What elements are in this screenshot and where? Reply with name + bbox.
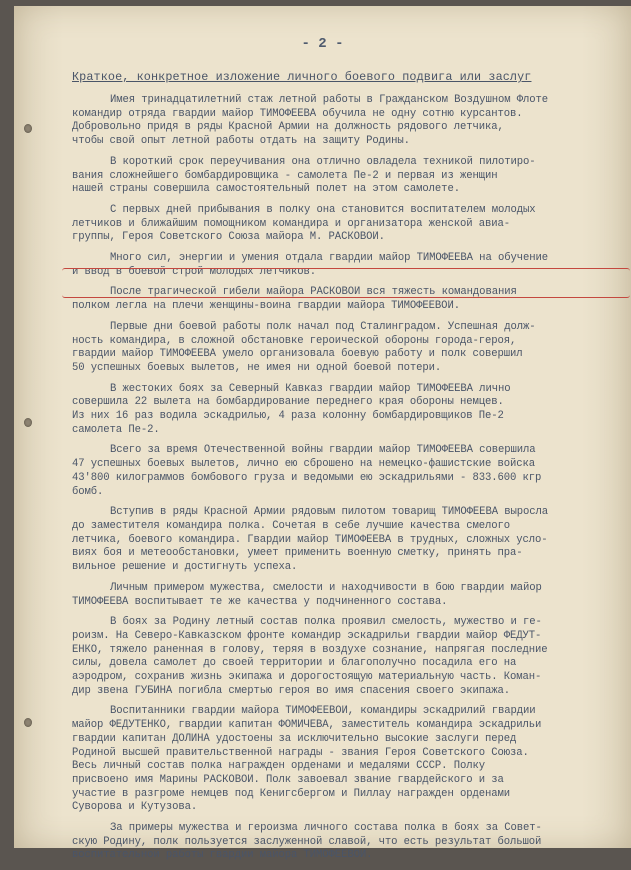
text-line: гвардии майор ТИМОФЕЕВА умело организовала боевую работу и полк совершил [72,348,523,361]
document-body [72,94,624,870]
text-line: скую Родину, полк пользуется заслуженной славой, что есть результат большой [72,835,542,848]
text-line: Воспитанники гвардии майора ТИМОФЕЕВОЙ, командиры эскадрилий гвардии [110,705,536,718]
page-number: - 2 - [301,36,344,52]
paragraph [72,204,624,245]
text-line: и ввод в боевой строй молодых летчиков. [72,265,317,278]
text-line: до заместителя командира полка. Сочетая в себе лучшие качества смелого [72,519,511,532]
paragraph [72,321,624,376]
text-line: Много сил, энергии и умения отдала гвардии майор ТИМОФЕЕВА на обучение [110,252,549,265]
text-line: Первые дни боевой работы полк начал под Сталинградом. Успешная долж- [110,320,536,333]
text-line: 50 успешных боевых вылетов, не имея ни одной боевой потери. [72,361,442,374]
text-line: вания сложнейшего бомбардировщика - самолета Пе-2 и первая из женщин [72,169,498,182]
text-line: Имея тринадцатилетний стаж летной работы в Гражданском Воздушном Флоте [110,94,549,106]
text-line: ТИМОФЕЕВА воспитывает те же качества у подчиненного состава. [72,595,448,608]
text-line: После трагической гибели майора РАСКОВОЙ вся тяжесть командования [110,286,517,299]
text-line: Личным примером мужества, смелости и находчивости в бою гвардии майор [110,581,542,594]
paragraph [72,705,624,815]
text-line: За примеры мужества и героизма личного состава полка в боях за Совет- [110,822,542,835]
text-line: силы, довела самолет до своей территории и благополучно посадила его на [72,657,517,670]
punch-hole [24,718,32,727]
document-title: Краткое, конкретное изложение личного боевого подвига или заслуг [72,70,532,84]
paragraph [72,444,624,499]
text-line: В боях за Родину летный состав полка проявил смелость, мужество и ге- [110,616,542,629]
text-line: летчика, боевого командира. Гвардии майор ТИМОФЕЕВА в трудных, сложных усло- [72,533,548,546]
text-line: ЕНКО, тяжело раненная в голову, теряя в воздухе сознание, напрягая последние [72,643,548,656]
text-line: вильное решение и достигнуть успеха. [72,561,298,574]
text-line: группы, Героя Советского Союза майора М. РАСКОВОЙ. [72,231,385,244]
punch-hole [24,124,32,133]
punch-hole [24,418,32,427]
paragraph [72,383,624,438]
paragraph [72,94,624,149]
paragraph [72,286,624,313]
text-line: С первых дней прибывания в полку она становится воспитателем молодых [110,203,536,216]
text-line: аэродром, сохранив жизнь экипажа и дорогостоящую материальную часть. Коман- [72,671,542,684]
text-line: командир отряда гвардии майор ТИМОФЕЕВА обучила не одну сотню курсантов. [72,107,523,120]
paragraph [72,506,624,575]
text-line: Весь личный состав полка награжден орденами и медалями СССР. Полку [72,760,485,773]
text-line: самолета Пе-2. [72,423,160,436]
text-line: Добровольно придя в ряды Красной Армии на должность рядового летчика, [72,121,504,134]
text-line: летчиков и ближайшим помощником командира и организатора женской авиа- [72,217,511,230]
paragraph [72,252,624,279]
text-line: гвардии капитан ДОЛИНА удостоены за исключительно высокие заслуги перед [72,732,517,745]
text-line: майор ФЕДУТЕНКО, гвардии капитан ФОМИЧЕВА, заместитель командира эскадрильи [72,719,542,732]
paragraph [72,822,624,863]
text-line: совершила 22 вылета на бомбардирование переднего края обороны немцев. [72,396,504,409]
text-line: В жестоких боях за Северный Кавказ гвардии майор ТИМОФЕЕВА лично [110,382,511,395]
text-line: бомб. [72,485,104,498]
paragraph [72,616,624,698]
text-line: чтобы свой опыт летной работы отдать на защиту Родины. [72,135,410,148]
text-line: полком легла на плечи женщины-воина гвардии майора ТИМОФЕЕВОЙ. [72,300,460,313]
text-line: присвоено имя Марины РАСКОВОЙ. Полк завоевал звание гвардейского и за [72,773,504,786]
document-page [14,6,631,862]
text-line: 47 успешных боевых вылетов, лично ею сброшено на немецко-фашистские войска [72,458,536,471]
text-line: 43'800 килограммов бомбового груза и ведомыми ею эскадрильями - 833.600 кгр [72,471,542,484]
text-line: роизм. На Северо-Кавказском фронте командир эскадрильи гвардии майор ФЕДУТ- [72,629,542,642]
text-line: Из них 16 раз водила эскадрилью, 4 раза колонну бомбардировщиков Пе-2 [72,410,504,423]
text-line: воспитательной работы гвардии майора ТИМОФЕЕВОЙ. [72,849,373,862]
text-line: виях боя и метеообстановки, умеет применить военную сметку, принять пра- [72,547,523,560]
text-line: Родиной высшей правительственной награды - звания Героя Советского Союза. [72,746,529,759]
text-line: Всего за время Отечественной войны гвардии майор ТИМОФЕЕВА совершила [110,444,536,457]
text-line: Суворова и Кутузова. [72,801,198,814]
paragraph [72,582,624,609]
text-line: В короткий срок переучивания она отлично овладела техникой пилотиро- [110,155,536,168]
text-line: участие в разгроме немцев под Кенигсбергом и Пиллау награжден орденами [72,787,511,800]
text-line: ность командира, в сложной обстановке героической обороны города-героя, [72,334,517,347]
paragraph [72,156,624,197]
text-line: дир звена ГУБИНА погибла смертью героя во имя спасения своего экипажа. [72,684,511,697]
text-line: Вступив в ряды Красной Армии рядовым пилотом товарищ ТИМОФЕЕВА выросла [110,506,549,519]
text-line: нашей страны совершила самостоятельный полет на этом самолете. [72,183,460,196]
